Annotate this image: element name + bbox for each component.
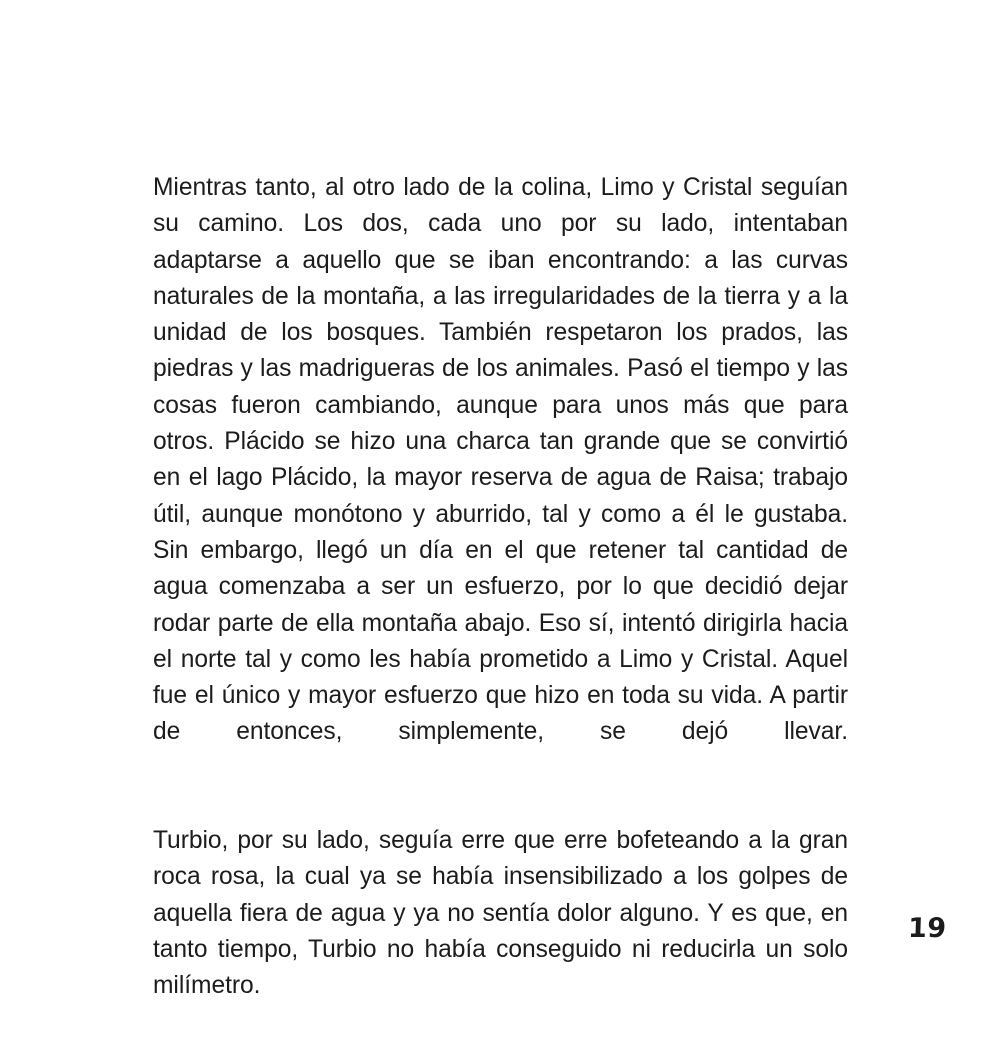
- page-number-value: 19: [907, 913, 948, 944]
- body-paragraph-2: Turbio, por su lado, seguía erre que erre bofeteando a la gran roca rosa, la cual ya se había insensibilizado a los golpes de aquella fiera de agua y ya no sentía dolor alguno. Y es que, en tanto tiempo, Turbio no había conseguido ni reducirla un solo milímetro.: [153, 827, 848, 1000]
- page-number-folio: [0, 913, 947, 944]
- body-paragraph-1: Mientras tanto, al otro lado de la colina, Limo y Cristal seguían su camino. Los dos, cada uno por su lado, intentaban adaptarse a aquello que se iban encontrando: a las curvas naturales de la montaña, a las irregularidades de la tierra y a la unidad de los bosques. También respetaron los prados, las piedras y las madrigueras de los animales. Pasó el tiempo y las cosas fueron cambiando, aunque para unos más que para otros. Plácido se hizo una charca tan grande que se convirtió en el lago Plácido, la mayor reserva de agua de Raisa; trabajo útil, aunque monótono y aburrido, tal y como a él le gustaba. Sin embargo, llegó un día en el que retener tal cantidad de agua comenzaba a ser un esfuerzo, por lo que decidió dejar rodar parte de ella montaña abajo. Eso sí, intentó dirigirla hacia el norte tal y como les había prometido a Limo y Cristal. Aquel fue el único y mayor esfuerzo que hizo en toda su vida. A partir de entonces, simplemente, se dejó llevar.: [153, 174, 848, 746]
- body-text-column: [153, 170, 848, 1041]
- paragraph-spacer: [153, 787, 848, 823]
